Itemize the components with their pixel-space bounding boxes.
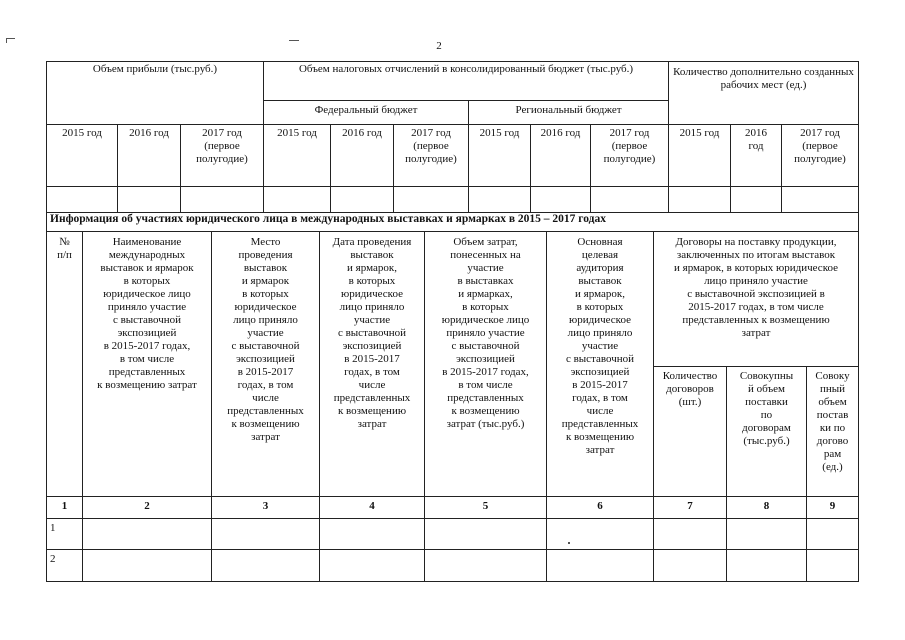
header-contracts-volume-units: Совоку пный объем постав ки по догово рам (ед.): [815, 370, 850, 473]
header-number: № п/п: [57, 236, 72, 261]
header-costs: Объем затрат, понесенных на участие в выставках и ярмарках, в которых юридическое лицо приняло участие с выставочной экспозицией в 2015-2017 годах, в том числе представленных к возмещению затрат (тыс.руб.): [441, 236, 530, 430]
section-title: Информация об участиях юридического лица в международных выставках и ярмарках в 2015 – 2017 годах: [50, 213, 606, 225]
header-contracts-volume-rub: Совокупны й объем поставки по договорам (тыс.руб.): [739, 370, 794, 447]
jobs-year-2015: 2015 год: [679, 127, 720, 139]
federal-budget-header: Федеральный бюджет: [314, 104, 418, 116]
header-target-audience: Основная целевая аудитория выставок и ярмарок, в которых юридическое лицо приняло участие с выставочной экспозицией в 2015-2017 годах, в том числе представленных к возмещению затрат: [561, 236, 639, 456]
column-number-4: 4: [369, 500, 375, 512]
page-number: 2: [436, 40, 442, 52]
header-exhibition-name: Наименование международных выставок и ярмарок в которых юридическое лицо приняло участие с выставочной экспозицией в 2015-2017 годах, в том числе представленных к возмещению затрат: [97, 236, 197, 391]
federal-year-2016: 2016 год: [342, 127, 382, 139]
column-number-7: 7: [687, 500, 693, 512]
jobs-year-2017: 2017 год (первое полугодие): [794, 127, 846, 165]
column-number-1: 1: [61, 500, 68, 512]
profit-year-2017: 2017 год (первое полугодие): [196, 127, 248, 165]
column-number-8: 8: [763, 500, 770, 512]
row-number: 1: [50, 522, 56, 534]
profit-year-2016: 2016 год: [129, 127, 169, 139]
scan-dash: [289, 40, 299, 41]
column-number-6: 6: [597, 500, 603, 512]
header-exhibition-date: Дата проведения выставок и ярмарок, в которых юридическое лицо приняло участие с выставочной экспозицией в 2015-2017 годах, в том числе представленных к возмещению затрат: [332, 236, 412, 430]
regional-budget-header: Региональный бюджет: [515, 104, 622, 116]
header-exhibition-place: Место проведения выставок и ярмарок в которых юридическое лицо приняло участие с выставочной экспозицией в 2015-2017 годах, в том числе представленных к возмещению затрат: [227, 236, 304, 443]
scan-dot: [568, 542, 570, 544]
column-number-3: 3: [262, 500, 269, 512]
row-number: 2: [50, 553, 56, 565]
header-contracts-count: Количество договоров (шт.): [662, 370, 718, 408]
profit-year-2015: 2015 год: [62, 127, 102, 139]
profit-header: Объем прибыли (тыс.руб.): [92, 63, 218, 75]
regional-year-2017: 2017 год (первое полугодие): [603, 127, 656, 165]
regional-year-2015: 2015 год: [479, 127, 520, 139]
header-contracts: Договоры на поставку продукции, заключенных по итогам выставок и ярмарок, в которых юридическое лицо приняло участие с выставочной экспозицией в 2015-2017 годах, в том числе представленных к возмещению затрат: [674, 236, 838, 339]
tax-header: Объем налоговых отчислений в консолидированный бюджет (тыс.руб.): [298, 63, 634, 75]
corner-mark: [6, 38, 7, 43]
column-number-2: 2: [144, 500, 150, 512]
regional-year-2016: 2016 год: [540, 127, 581, 139]
federal-year-2017: 2017 год (первое полугодие): [405, 127, 457, 165]
federal-year-2015: 2015 год: [277, 127, 317, 139]
column-number-9: 9: [829, 500, 836, 512]
column-number-5: 5: [482, 500, 489, 512]
jobs-header: Количество дополнительно созданных рабочих мест (ед.): [673, 66, 854, 91]
corner-mark: [6, 38, 15, 39]
jobs-year-2016: 2016 год: [745, 127, 767, 152]
